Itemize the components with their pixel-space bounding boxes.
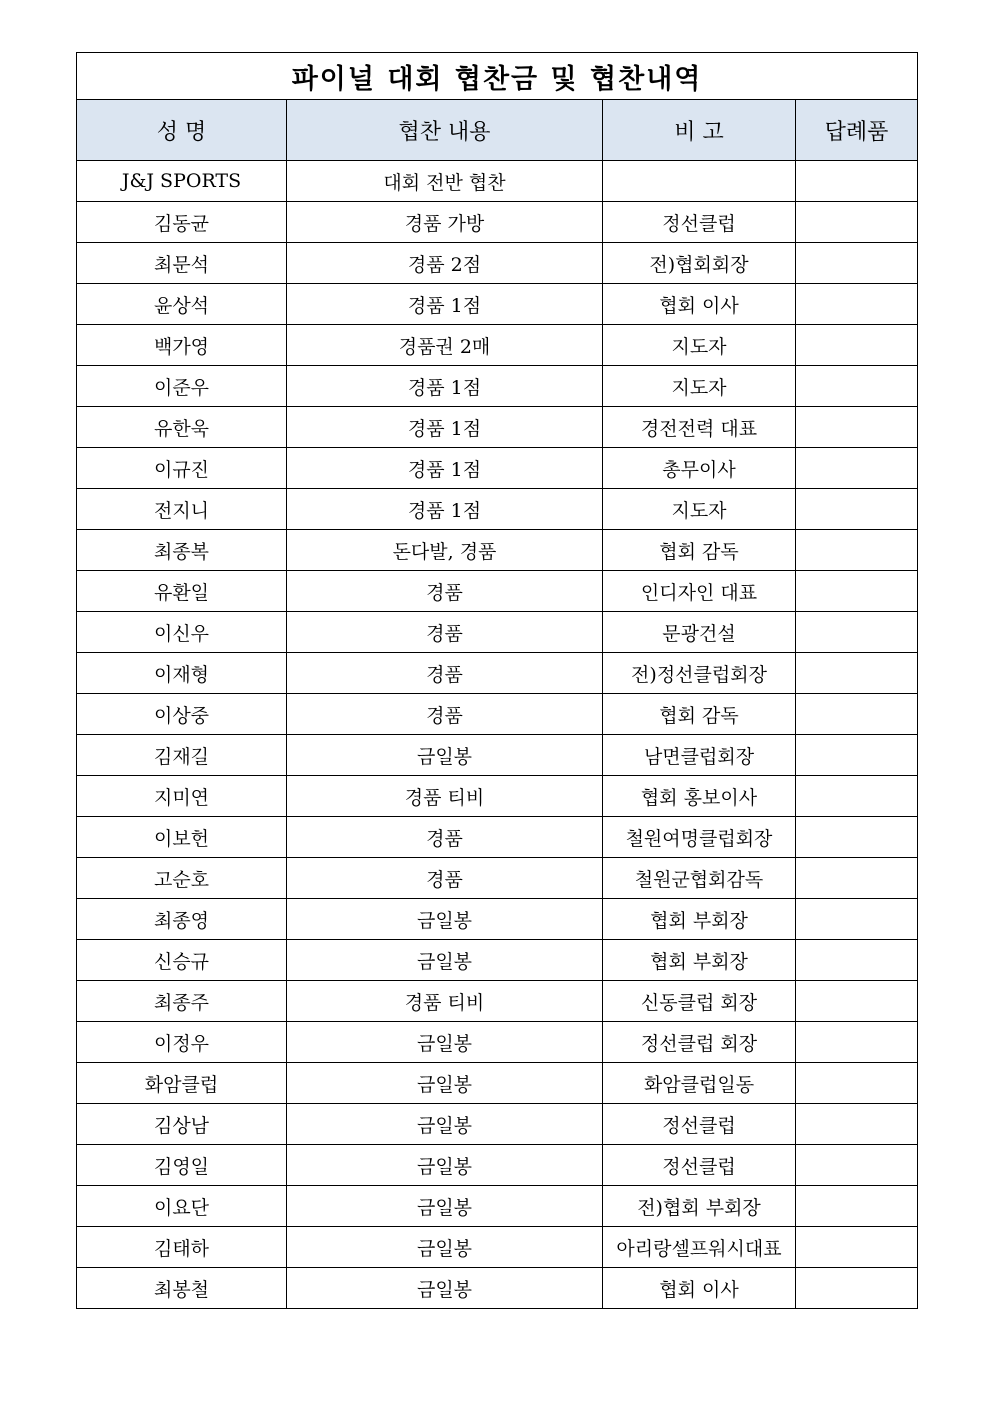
table-row (77, 817, 918, 858)
cell-content: 경품 2점 (287, 243, 603, 284)
table-row (77, 489, 918, 530)
cell-content: 금일봉 (287, 1104, 603, 1145)
cell-name: 최봉철 (77, 1268, 287, 1309)
cell-gift (796, 366, 918, 407)
cell-name: 고순호 (77, 858, 287, 899)
cell-remarks: 협회 홍보이사 (603, 776, 796, 817)
cell-content: 돈다발, 경품 (287, 530, 603, 571)
table-row (77, 1145, 918, 1186)
cell-content: 경품 (287, 653, 603, 694)
table-row (77, 571, 918, 612)
cell-name: 김재길 (77, 735, 287, 776)
cell-name: 유한욱 (77, 407, 287, 448)
table-row (77, 1063, 918, 1104)
cell-name: 김동균 (77, 202, 287, 243)
cell-content: 금일봉 (287, 899, 603, 940)
cell-gift (796, 858, 918, 899)
cell-gift (796, 817, 918, 858)
cell-gift (796, 1227, 918, 1268)
column-header-name: 성 명 (77, 100, 287, 161)
cell-remarks: 정선클럽 회장 (603, 1022, 796, 1063)
cell-name: 이상중 (77, 694, 287, 735)
cell-remarks: 철원여명클럽회장 (603, 817, 796, 858)
cell-name: 신승규 (77, 940, 287, 981)
cell-remarks: 남면클럽회장 (603, 735, 796, 776)
table-row (77, 1104, 918, 1145)
cell-remarks: 경전전력 대표 (603, 407, 796, 448)
cell-name: 김영일 (77, 1145, 287, 1186)
table-row (77, 325, 918, 366)
table-row (77, 899, 918, 940)
cell-remarks: 철원군협회감독 (603, 858, 796, 899)
cell-remarks: 문광건설 (603, 612, 796, 653)
cell-gift (796, 1145, 918, 1186)
cell-remarks: 협회 부회장 (603, 940, 796, 981)
cell-remarks: 전)협회회장 (603, 243, 796, 284)
cell-remarks: 정선클럽 (603, 1104, 796, 1145)
cell-name: 백가영 (77, 325, 287, 366)
cell-gift (796, 776, 918, 817)
cell-remarks: 협회 이사 (603, 284, 796, 325)
cell-gift (796, 1022, 918, 1063)
cell-gift (796, 284, 918, 325)
sponsorship-table (76, 52, 918, 1309)
cell-content: 경품 (287, 694, 603, 735)
cell-gift (796, 202, 918, 243)
cell-name: 이신우 (77, 612, 287, 653)
table-row (77, 407, 918, 448)
cell-gift (796, 571, 918, 612)
cell-content: 경품 티비 (287, 981, 603, 1022)
cell-gift (796, 407, 918, 448)
cell-gift (796, 1268, 918, 1309)
column-header-gift: 답례품 (796, 100, 918, 161)
cell-name: 지미연 (77, 776, 287, 817)
table-row (77, 940, 918, 981)
table-row (77, 735, 918, 776)
cell-name: 이보헌 (77, 817, 287, 858)
cell-content: 경품 (287, 612, 603, 653)
table-row (77, 694, 918, 735)
table-row (77, 161, 918, 202)
cell-name: 김상남 (77, 1104, 287, 1145)
cell-gift (796, 1104, 918, 1145)
cell-content: 경품 (287, 858, 603, 899)
cell-remarks: 정선클럽 (603, 1145, 796, 1186)
cell-gift (796, 243, 918, 284)
cell-content: 금일봉 (287, 1063, 603, 1104)
cell-gift (796, 735, 918, 776)
cell-remarks: 인디자인 대표 (603, 571, 796, 612)
cell-remarks: 지도자 (603, 325, 796, 366)
cell-remarks (603, 161, 796, 202)
table-row (77, 981, 918, 1022)
table-row (77, 448, 918, 489)
cell-gift (796, 940, 918, 981)
cell-name: 최종복 (77, 530, 287, 571)
cell-content: 경품 1점 (287, 489, 603, 530)
cell-name: 최문석 (77, 243, 287, 284)
cell-content: 금일봉 (287, 940, 603, 981)
cell-remarks: 전)정선클럽회장 (603, 653, 796, 694)
cell-content: 경품 1점 (287, 366, 603, 407)
cell-name: 윤상석 (77, 284, 287, 325)
table-row (77, 366, 918, 407)
table-row (77, 1268, 918, 1309)
cell-name: 이요단 (77, 1186, 287, 1227)
cell-remarks: 전)협회 부회장 (603, 1186, 796, 1227)
cell-name: 김태하 (77, 1227, 287, 1268)
cell-content: 금일봉 (287, 1227, 603, 1268)
cell-content: 금일봉 (287, 735, 603, 776)
cell-gift (796, 694, 918, 735)
cell-remarks: 신동클럽 회장 (603, 981, 796, 1022)
cell-content: 경품 (287, 571, 603, 612)
cell-gift (796, 1186, 918, 1227)
table-row (77, 612, 918, 653)
cell-gift (796, 161, 918, 202)
cell-remarks: 협회 이사 (603, 1268, 796, 1309)
table-row (77, 858, 918, 899)
table-row (77, 284, 918, 325)
cell-remarks: 지도자 (603, 489, 796, 530)
cell-remarks: 협회 감독 (603, 530, 796, 571)
cell-name: 이준우 (77, 366, 287, 407)
header-row (77, 100, 918, 161)
cell-name: 이규진 (77, 448, 287, 489)
table-row (77, 530, 918, 571)
cell-content: 경품 티비 (287, 776, 603, 817)
cell-gift (796, 489, 918, 530)
cell-remarks: 총무이사 (603, 448, 796, 489)
cell-content: 경품권 2매 (287, 325, 603, 366)
cell-gift (796, 612, 918, 653)
cell-gift (796, 1063, 918, 1104)
table-title: 파이널 대회 협찬금 및 협찬내역 (77, 53, 918, 100)
cell-content: 경품 (287, 817, 603, 858)
cell-gift (796, 899, 918, 940)
cell-name: J&J SPORTS (77, 161, 287, 202)
table-row (77, 1022, 918, 1063)
cell-name: 이재형 (77, 653, 287, 694)
cell-name: 이정우 (77, 1022, 287, 1063)
cell-content: 금일봉 (287, 1022, 603, 1063)
cell-content: 경품 1점 (287, 284, 603, 325)
cell-content: 경품 1점 (287, 407, 603, 448)
table-row (77, 1227, 918, 1268)
cell-content: 경품 1점 (287, 448, 603, 489)
cell-name: 최종주 (77, 981, 287, 1022)
cell-remarks: 협회 부회장 (603, 899, 796, 940)
cell-remarks: 아리랑셀프워시대표 (603, 1227, 796, 1268)
cell-remarks: 협회 감독 (603, 694, 796, 735)
column-header-remarks: 비 고 (603, 100, 796, 161)
cell-remarks: 지도자 (603, 366, 796, 407)
table-row (77, 243, 918, 284)
cell-remarks: 화암클럽일동 (603, 1063, 796, 1104)
cell-gift (796, 653, 918, 694)
table-row (77, 1186, 918, 1227)
cell-name: 최종영 (77, 899, 287, 940)
cell-content: 금일봉 (287, 1186, 603, 1227)
cell-gift (796, 325, 918, 366)
table-row (77, 776, 918, 817)
table-row (77, 653, 918, 694)
cell-remarks: 정선클럽 (603, 202, 796, 243)
table-row (77, 202, 918, 243)
cell-content: 경품 가방 (287, 202, 603, 243)
cell-content: 대회 전반 협찬 (287, 161, 603, 202)
cell-name: 화암클럽 (77, 1063, 287, 1104)
cell-content: 금일봉 (287, 1145, 603, 1186)
cell-content: 금일봉 (287, 1268, 603, 1309)
cell-gift (796, 530, 918, 571)
cell-gift (796, 981, 918, 1022)
cell-name: 전지니 (77, 489, 287, 530)
cell-name: 유환일 (77, 571, 287, 612)
cell-gift (796, 448, 918, 489)
column-header-content: 협찬 내용 (287, 100, 603, 161)
